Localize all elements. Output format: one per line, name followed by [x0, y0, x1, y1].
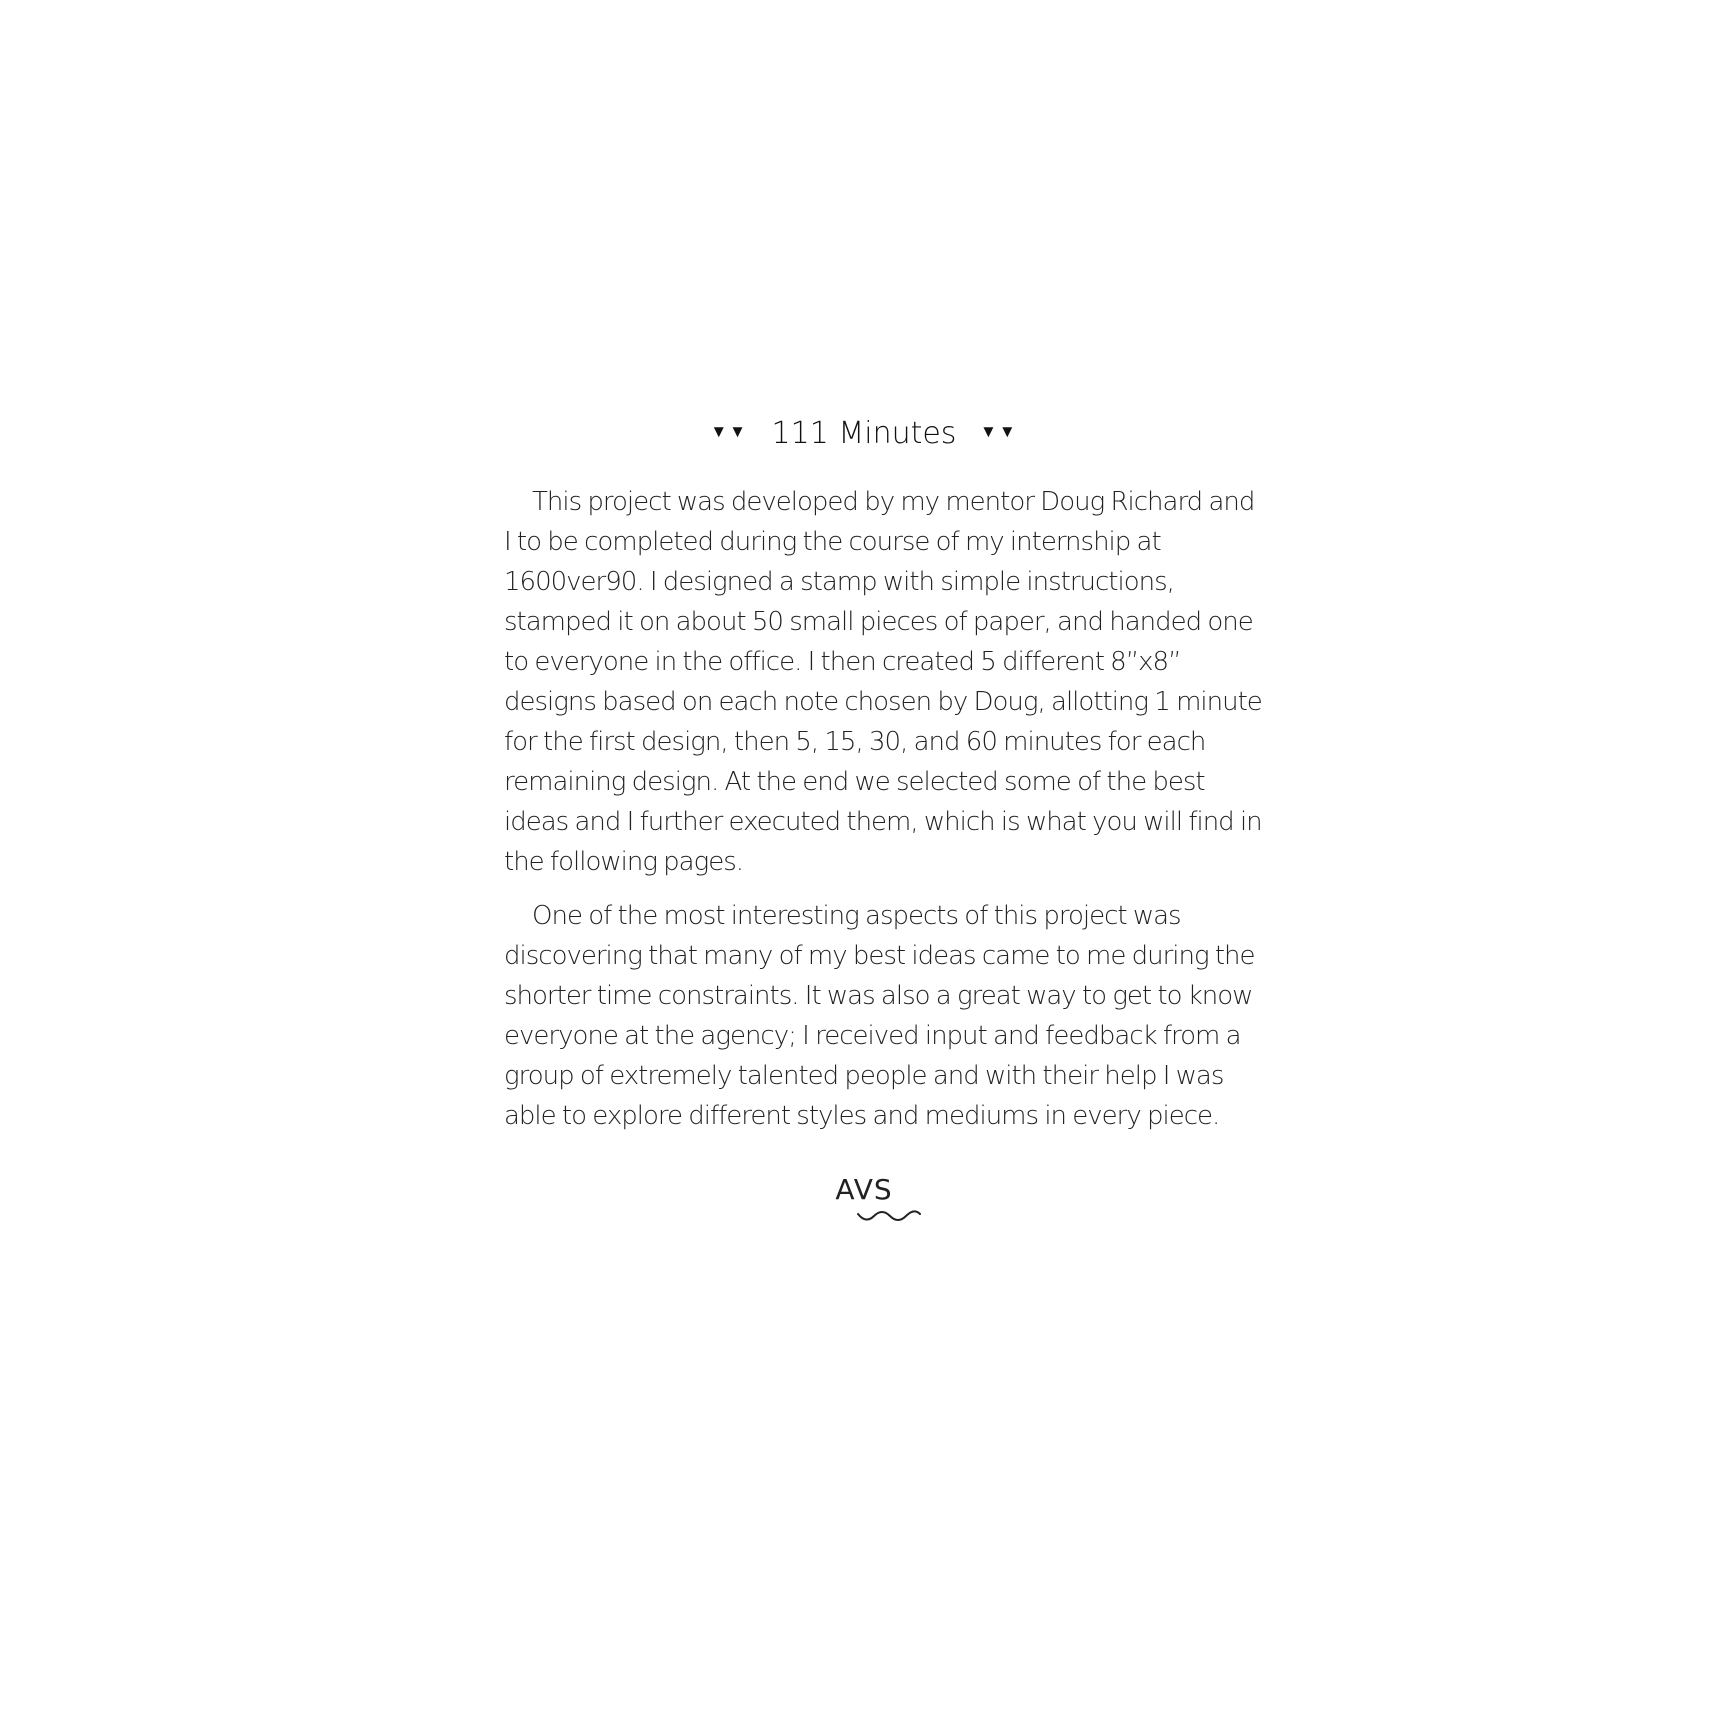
body-text: [504, 482, 1264, 1150]
page-title: [0, 412, 1728, 457]
left-triangle-marker-icon: ▼▼: [710, 421, 748, 442]
paragraph-2: One of the most interesting aspects of this project was discovering that many of my best ideas came to me during the shorter time constraints. It was also a great way to get to know everyone at the agency; I received input and feedback from a group of extremely talented people and with their help I was able to explore different styles and mediums in every piece.: [504, 901, 1255, 1131]
squiggle-underline-icon: [856, 1208, 922, 1226]
signature-initials: AVS: [835, 1173, 893, 1206]
paragraph-1: This project was developed by my mentor Doug Richard and I to be completed during the course of my internship at 1600ver90. I designed a stamp with simple instructions, stamped it on about 50 small pieces of paper, and handed one to everyone in the office. I then created 5 different 8”x8” designs based on each note chosen by Doug, allotting 1 minute for the first design, then 5, 15, 30, and 60 minutes for each remaining design. At the end we selected some of the best ideas and I further executed them, which is what you will find in the following pages.: [504, 487, 1262, 877]
title-text: 111 Minutes: [771, 416, 957, 451]
right-triangle-marker-icon: ▼▼: [980, 421, 1018, 442]
